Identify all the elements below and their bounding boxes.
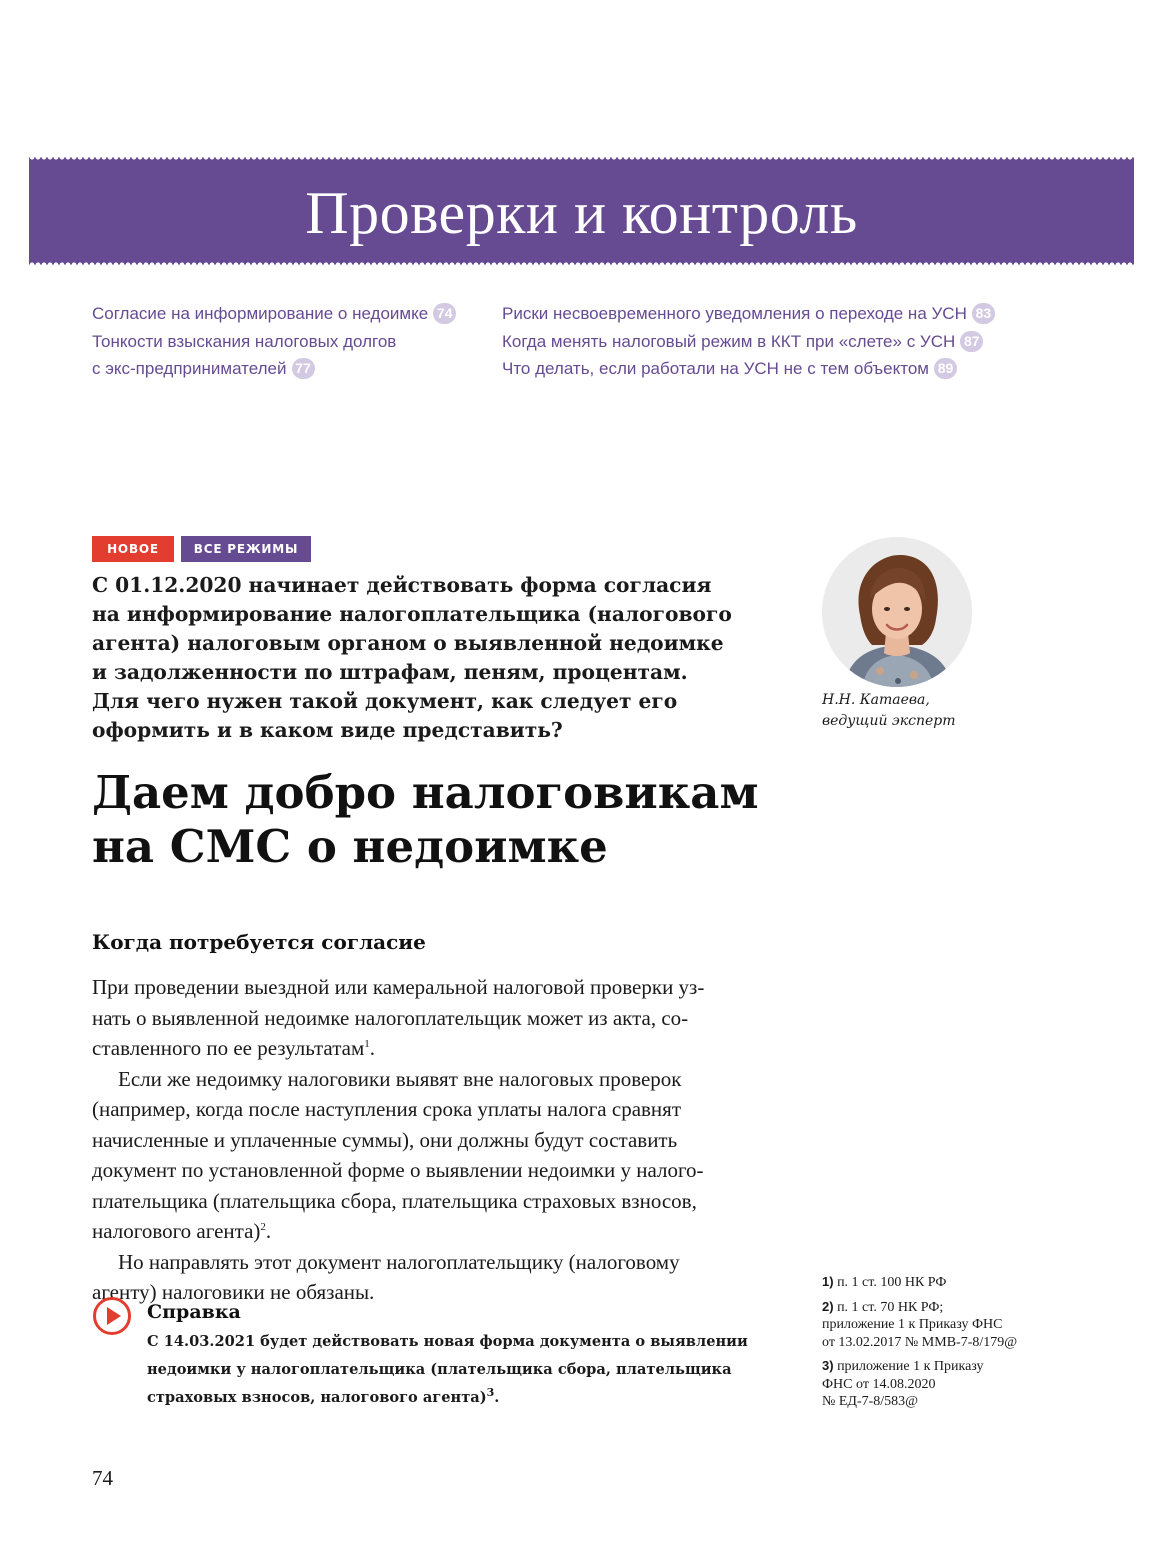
author-caption: [822, 690, 956, 732]
reference-line: [147, 1384, 772, 1412]
footnote: [822, 1298, 1052, 1352]
toc-left: [92, 300, 456, 383]
toc-item[interactable]: [92, 355, 456, 383]
toc-page-badge: 74: [433, 303, 456, 324]
footnotes: [822, 1273, 1052, 1417]
body-line: Если же недоимку налоговики выявят вне налоговых проверок: [118, 1066, 682, 1091]
body-line-text: налогового агента): [92, 1219, 261, 1243]
body-paragraph: [92, 1247, 772, 1308]
body-line: агенту) налоговики не обязаны.: [92, 1280, 375, 1304]
reference-line-end: .: [494, 1389, 500, 1406]
reference-line: С 14.03.2021 будет действовать новая форма документа о выявлении: [147, 1333, 748, 1350]
footnote-line: ФНС от 14.08.2020: [822, 1376, 936, 1392]
toc-page-badge: 83: [972, 303, 995, 324]
toc-item-text: Тонкости взыскания налоговых долгов: [92, 331, 397, 351]
toc-page-badge: 87: [960, 331, 983, 352]
toc-item[interactable]: [92, 300, 456, 328]
body-line: (например, когда после наступления срока уплаты налога сравнят: [92, 1097, 682, 1121]
body-line-text: ставленного по ее результатам: [92, 1036, 365, 1060]
footnote-line: от 13.02.2017 № ММВ-7-8/179@: [822, 1334, 1018, 1350]
footnote-ref[interactable]: 2: [260, 1221, 266, 1233]
lead-line: на информирование налогоплательщика (налогового: [92, 602, 732, 626]
tag-all-regimes: ВСЕ РЕЖИМЫ: [181, 536, 311, 562]
footnote-text: п. 1 ст. 70 НК РФ;: [837, 1299, 944, 1315]
footnote-line: приложение 1 к Приказу ФНС: [822, 1317, 1003, 1332]
headline-line: Даем добро налоговикам: [92, 766, 759, 819]
toc-item-text: с экс-предпринимателей: [92, 359, 287, 378]
footnote-ref[interactable]: 1: [364, 1038, 370, 1050]
reference-text: [147, 1328, 772, 1412]
body-line-end: .: [369, 1036, 375, 1060]
toc-item[interactable]: [92, 328, 456, 356]
reference-line-text: страховых взносов, налогового агента): [147, 1389, 487, 1406]
toc-item-text: Риски несвоевременного уведомления о переходе на УСН: [502, 304, 967, 323]
lead-paragraph: [92, 571, 772, 745]
lead-line: и задолженности по штрафам, пеням, процентам.: [92, 660, 688, 684]
toc-item-text: Когда менять налоговый режим в ККТ при «слете» с УСН: [502, 331, 956, 351]
footnote-ref[interactable]: 3: [486, 1386, 495, 1400]
footnote-line: [822, 1357, 1052, 1376]
toc-item-text: Что делать, если работали на УСН не с тем объектом: [502, 359, 929, 378]
reference-title: Справка: [147, 1301, 241, 1323]
body-line: При проведении выездной или камеральной налоговой проверки уз-: [92, 975, 705, 999]
author-role: ведущий эксперт: [822, 713, 956, 729]
body-line: нать о выявленной недоимке налогоплательщик может из акта, со-: [92, 1005, 689, 1030]
body-line: документ по установленной форме о выявлении недоимки у налого-: [92, 1158, 704, 1182]
reference-line: недоимки у налогоплательщика (плательщика сбора, плательщика: [147, 1361, 732, 1378]
section-subhead: Когда потребуется согласие: [92, 930, 426, 954]
headline-line: на СМС о недоимке: [92, 820, 608, 873]
footnote-number: 3): [822, 1358, 834, 1373]
footnote-text: приложение 1 к Приказу: [837, 1359, 984, 1374]
body-line: [92, 1216, 772, 1247]
footnote-number: 2): [822, 1298, 834, 1314]
toc-item[interactable]: [502, 300, 995, 328]
toc-right: [502, 300, 995, 383]
tag-new: НОВОЕ: [92, 536, 174, 562]
lead-line: Для чего нужен такой документ, как следует его: [92, 689, 678, 713]
body-line: начисленные и уплаченные суммы), они должны будут составить: [92, 1127, 678, 1152]
footnote-text: п. 1 ст. 100 НК РФ: [837, 1275, 947, 1290]
body-line: плательщика (плательщика сбора, плательщика страховых взносов,: [92, 1188, 697, 1213]
article-body: [92, 972, 772, 1308]
body-line-end: .: [265, 1219, 272, 1243]
toc-item[interactable]: [502, 355, 995, 383]
toc-item-text: Согласие на информирование о недоимке: [92, 304, 429, 323]
body-line: Но направлять этот документ налогоплательщику (налоговому: [118, 1249, 680, 1274]
lead-line: оформить и в каком виде представить?: [92, 718, 563, 742]
footnote: [822, 1357, 1052, 1411]
play-circle-icon: [92, 1296, 132, 1336]
section-title: Проверки и контроль: [305, 180, 858, 246]
toc-page-badge: 89: [934, 358, 957, 379]
author-portrait: [822, 537, 972, 687]
lead-line: агента) налоговым органом о выявленной недоимке: [92, 631, 724, 655]
article-headline: [92, 766, 792, 874]
page-number: 74: [92, 1466, 113, 1490]
section-banner: [29, 157, 1134, 265]
body-paragraph: [92, 972, 772, 1064]
author-name: Н.Н. Катаева,: [822, 692, 930, 708]
body-line: [92, 1033, 772, 1064]
toc-item[interactable]: [502, 328, 995, 356]
footnote-line: [822, 1273, 1052, 1292]
footnote-line: [822, 1298, 1052, 1317]
toc-page-badge: 77: [292, 358, 315, 379]
body-paragraph: [92, 1064, 772, 1247]
footnote-line: № ЕД-7-8/583@: [822, 1394, 919, 1409]
lead-line: С 01.12.2020 начинает действовать форма согласия: [92, 573, 712, 597]
footnote-number: 1): [822, 1274, 834, 1289]
footnote: [822, 1273, 1052, 1292]
